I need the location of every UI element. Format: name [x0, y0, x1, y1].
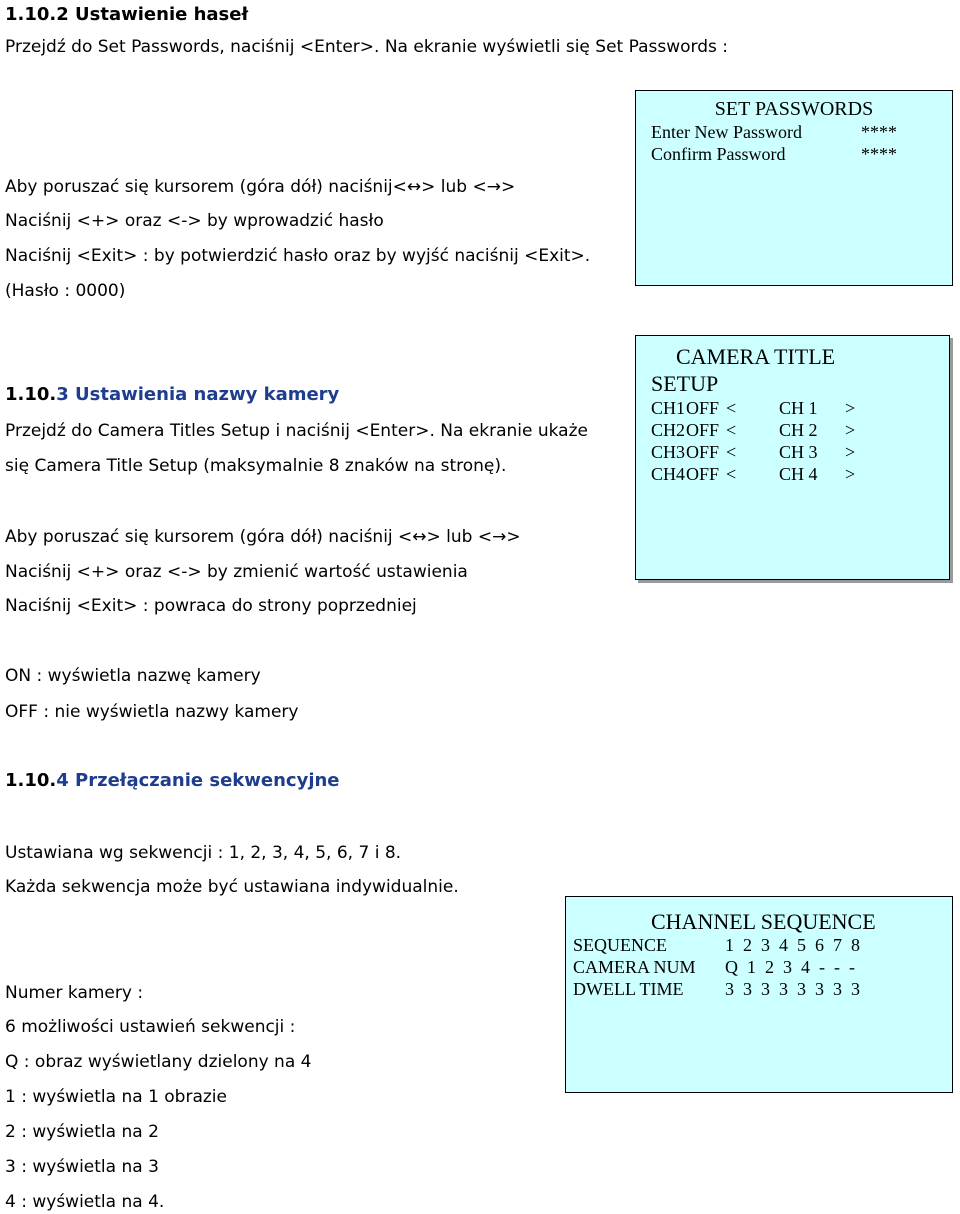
- camera-number-label: Numer kamery :: [5, 983, 144, 1003]
- camera-title-instruction-3: Naciśnij <Exit> : powraca do strony poprzedniej: [5, 596, 417, 616]
- set-passwords-title: SET PASSWORDS: [714, 98, 874, 120]
- channel-sequence-screen: [565, 896, 953, 1093]
- sequence-row: SEQUENCE 1 2 3 4 5 6 7 8: [573, 935, 860, 955]
- confirm-password-value: ****: [861, 144, 897, 164]
- heading-text: 3 Ustawienia nazwy kamery: [56, 384, 340, 405]
- section-heading-camera-title: [5, 384, 339, 406]
- sequence-options-label: 6 możliwości ustawień sekwencji :: [5, 1017, 296, 1037]
- enter-new-password-value: ****: [861, 122, 897, 142]
- sequence-line-1: Ustawiana wg sekwencji : 1, 2, 3, 4, 5, 6, 7 i 8.: [5, 843, 402, 863]
- on-description: ON : wyświetla nazwę kamery: [5, 666, 261, 686]
- section-heading-sequence: [5, 770, 340, 792]
- camera-title-row: CH3OFF < CH 3 >: [651, 442, 856, 462]
- off-description: OFF : nie wyświetla nazwy kamery: [5, 702, 299, 722]
- set-passwords-screen: [635, 90, 953, 286]
- heading-text: 4 Przełączanie sekwencyjne: [56, 770, 340, 791]
- camera-title-setup-screen: [635, 335, 950, 580]
- camera-title-intro-2: się Camera Title Setup (maksymalnie 8 znaków na stronę).: [5, 456, 507, 476]
- option-3: 3 : wyświetla na 3: [5, 1157, 159, 1177]
- camera-title-title-line2: SETUP: [651, 371, 719, 396]
- passwords-instruction-1: Aby poruszać się kursorem (góra dół) naciśnij<↔> lub <→>: [5, 177, 516, 197]
- section-heading-passwords: 1.10.2 Ustawienie haseł: [5, 4, 249, 25]
- camera-title-title-line1: CAMERA TITLE: [676, 344, 836, 369]
- camera-title-row: CH1OFF < CH 1 >: [651, 398, 856, 418]
- password-default-note: (Hasło : 0000): [5, 281, 126, 301]
- camera-title-row: CH2OFF < CH 2 >: [651, 420, 856, 440]
- option-q: Q : obraz wyświetlany dzielony na 4: [5, 1052, 312, 1072]
- camera-title-intro-1: Przejdź do Camera Titles Setup i naciśnij <Enter>. Na ekranie ukaże: [5, 421, 588, 441]
- passwords-instruction-3: Naciśnij <Exit> : by potwierdzić hasło oraz by wyjść naciśnij <Exit>.: [5, 246, 591, 266]
- camera-title-instruction-2: Naciśnij <+> oraz <-> by zmienić wartość ustawienia: [5, 562, 468, 582]
- confirm-password-label: Confirm Password: [651, 144, 786, 164]
- passwords-instruction-2: Naciśnij <+> oraz <-> by wprowadzić hasło: [5, 211, 384, 231]
- sequence-line-2: Każda sekwencja może być ustawiana indywidualnie.: [5, 877, 459, 897]
- option-4: 4 : wyświetla na 4.: [5, 1192, 165, 1212]
- camera-title-instruction-1: Aby poruszać się kursorem (góra dół) naciśnij <↔> lub <→>: [5, 527, 521, 547]
- enter-new-password-label: Enter New Password: [651, 122, 802, 142]
- option-1: 1 : wyświetla na 1 obrazie: [5, 1087, 227, 1107]
- channel-sequence-title: CHANNEL SEQUENCE: [651, 909, 876, 934]
- heading-number: 1.10.: [5, 384, 57, 405]
- dwell-time-row: DWELL TIME 3 3 3 3 3 3 3 3: [573, 979, 860, 999]
- option-2: 2 : wyświetla na 2: [5, 1122, 159, 1142]
- heading-number: 1.10.: [5, 770, 57, 791]
- camera-num-row: CAMERA NUM Q 1 2 3 4 - - -: [573, 957, 855, 977]
- passwords-intro: Przejdź do Set Passwords, naciśnij <Enter>. Na ekranie wyświetli się Set Passwords :: [5, 37, 729, 57]
- camera-title-row: CH4OFF < CH 4 >: [651, 464, 856, 484]
